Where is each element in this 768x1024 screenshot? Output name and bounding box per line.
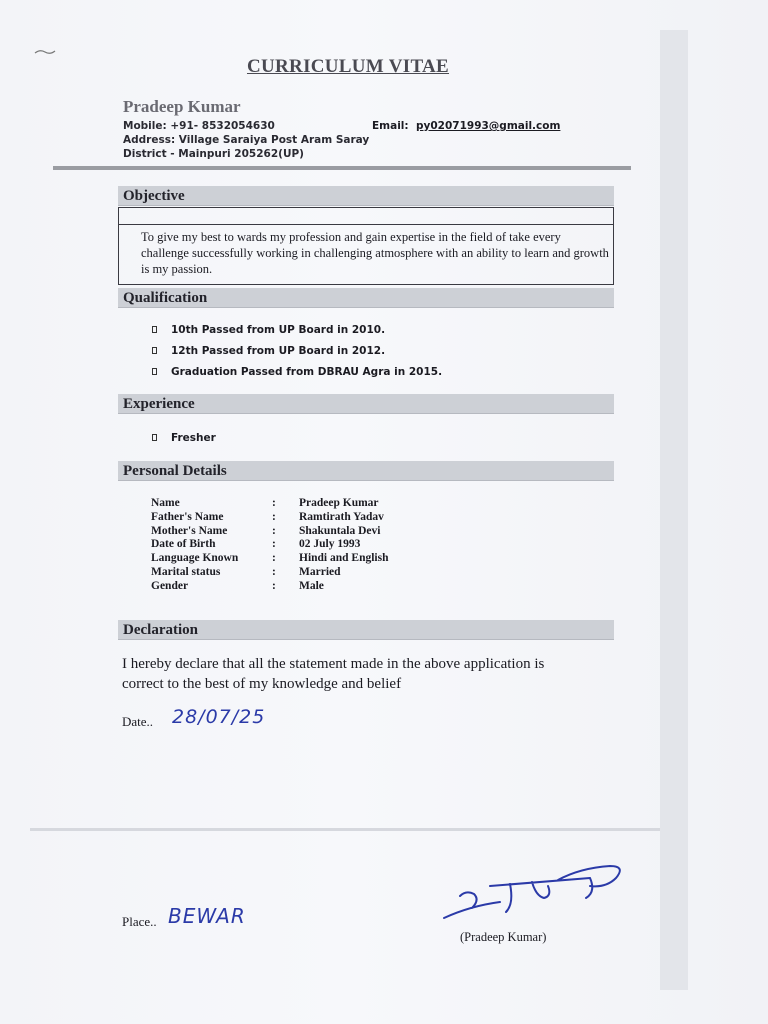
pd-colon: : [272,565,276,578]
pd-colon: : [272,524,276,537]
signature-icon [440,856,630,928]
pd-label: Language Known [151,552,239,565]
staple-mark-icon [34,48,56,56]
pd-value: Pradeep Kumar [299,497,379,509]
pd-label: Father's Name [151,510,224,523]
pd-value: Shakuntala Devi [299,524,381,537]
qualification-item: 12th Passed from UP Board in 2012. [171,345,386,357]
email-label: Email: [372,120,409,132]
list-item [152,366,442,387]
handwritten-date: 28/07/25 [172,706,266,728]
pd-value: Male [299,579,324,592]
date-label: Date.. [122,714,154,729]
header-divider [53,166,631,170]
objective-box-top-row [118,207,614,225]
pd-label: Mother's Name [151,524,228,537]
signatory-name: (Pradeep Kumar) [460,930,547,944]
pd-value: Hindi and English [299,552,389,565]
bullet-box-icon [152,434,157,441]
experience-item: Fresher [171,432,216,444]
pd-value: 02 July 1993 [299,538,361,551]
experience-list [152,432,216,453]
declaration-heading: Declaration [118,620,614,640]
list-item [152,432,216,453]
pd-colon: : [272,552,276,565]
district-line: District - Mainpuri 205262(UP) [123,148,304,160]
pd-colon: : [272,538,276,551]
pd-label: Gender [151,579,189,592]
objective-heading: Objective [118,186,614,206]
document-title: CURRICULUM VITAE [246,56,450,77]
place-label: Place.. [122,914,157,929]
pd-label: Name [151,497,180,509]
pd-label: Marital status [151,565,221,578]
fold-line [30,828,660,831]
pd-colon: : [272,497,276,509]
declaration-text: I hereby declare that all the statement made in the above application is correct to the best of my knowledge and belief [122,656,545,692]
experience-heading: Experience [118,394,614,414]
qualification-list [152,324,442,387]
qualification-heading: Qualification [118,288,614,308]
address-line: Address: Village Saraiya Post Aram Saray [123,134,370,146]
personal-details-heading: Personal Details [118,461,614,481]
page-edge-shadow [660,30,688,990]
email-address: py02071993@gmail.com [416,120,561,132]
pd-colon: : [272,510,276,523]
list-item [152,345,442,366]
qualification-item: Graduation Passed from DBRAU Agra in 2015. [171,366,443,378]
pd-label: Date of Birth [151,538,216,551]
bullet-box-icon [152,326,157,333]
qualification-item: 10th Passed from UP Board in 2010. [171,324,386,336]
pd-colon: : [272,579,276,592]
pd-value: Married [299,565,341,578]
handwritten-place: BEWAR [168,904,246,928]
list-item [152,324,442,345]
bullet-box-icon [152,368,157,375]
mobile-number: Mobile: +91- 8532054630 [123,120,275,132]
objective-text: To give my best to wards my profession and gain expertise in the field of take every challenge successfully working in challenging atmosphere with an ability to learn and growth is my passion. [141,230,609,276]
pd-value: Ramtirath Yadav [299,510,384,523]
bullet-box-icon [152,347,157,354]
applicant-name: Pradeep Kumar [123,97,241,116]
